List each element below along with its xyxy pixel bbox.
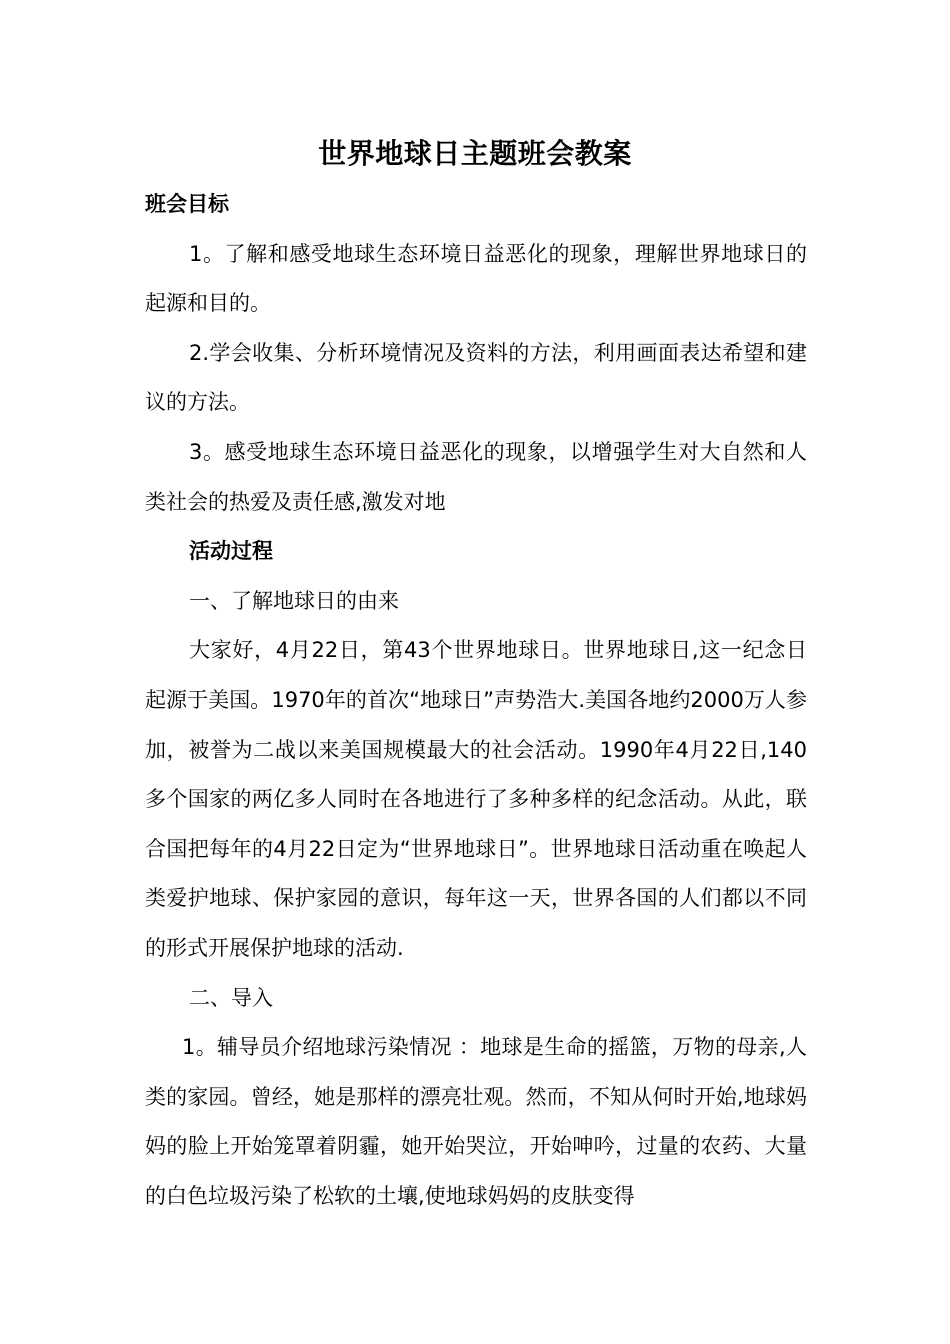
part-2-paragraph: 1。辅导员介绍地球污染情况 ：地球是生命的摇篮，万物的母亲,人类的家园。曾经，她是那样的漂亮壮观。然而，不知从何时开始,地球妈妈的脸上开始笼罩着阴霾，她开始哭泣，开始呻吟，过量的农药、大量的白色垃圾污染了松软的土壤,使地球妈妈的皮肤变得 bbox=[145, 1035, 807, 1208]
document-body bbox=[145, 180, 807, 1221]
part-1-heading: 一、了解地球日的由来 bbox=[189, 588, 399, 613]
part-1-paragraph: 大家好，4月22日，第43个世界地球日。世界地球日,这一纪念日起源于美国。1970年的首次“地球日”声势浩大.美国各地约2000万人参加，被誉为二战以来美国规模最大的社会活动。1990年4月22日,140多个国家的两亿多人同时在各地进行了多种多样的纪念活动。从此，联合国把每年的4月22日定为“世界地球日”。世界地球日活动重在唤起人类爱护地球、保护家园的意识，每年这一天，世界各国的人们都以不同的形式开展保护地球的活动. bbox=[145, 638, 807, 960]
page-title: 世界地球日主题班会教案 bbox=[318, 137, 632, 170]
goal-item-2: 2.学会收集、分析环境情况及资料的方法，利用画面表达希望和建议的方法。 bbox=[145, 340, 807, 415]
goal-item-3: 3。感受地球生态环境日益恶化的现象，以增强学生对大自然和人类社会的热爱及责任感,激发对地 bbox=[145, 439, 807, 514]
section-heading-process: 活动过程 bbox=[189, 539, 273, 564]
section-heading-goals: 班会目标 bbox=[145, 192, 229, 216]
goal-item-1: 1。了解和感受地球生态环境日益恶化的现象，理解世界地球日的起源和目的。 bbox=[145, 241, 807, 316]
part-2-heading: 二、导入 bbox=[189, 985, 273, 1010]
